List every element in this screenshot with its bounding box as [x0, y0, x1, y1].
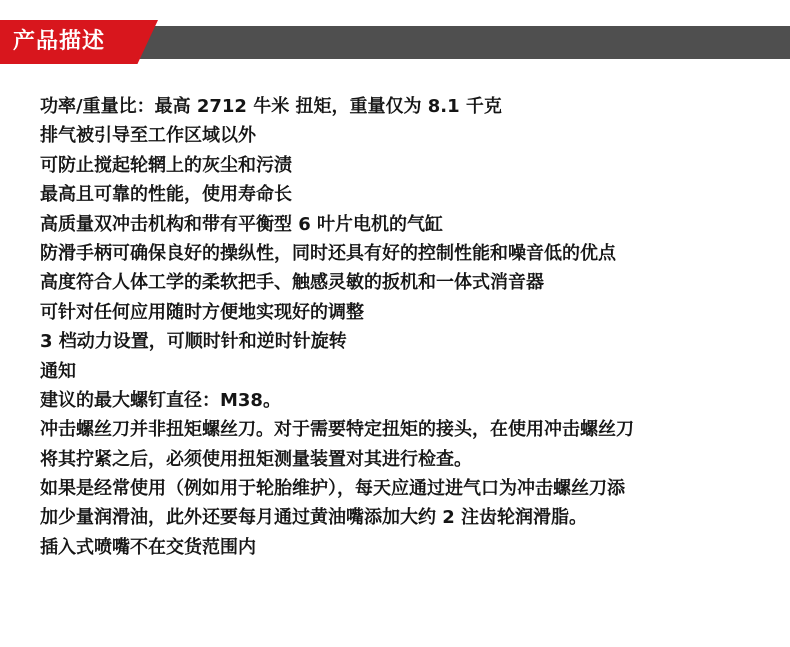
description-line: 将其拧紧之后，必须使用扭矩测量装置对其进行检查。 [40, 448, 472, 470]
description-line: 可针对任何应用随时方便地实现好的调整 [40, 301, 364, 323]
description-line: 3 档动力设置，可顺时针和逆时针旋转 [40, 331, 347, 353]
product-description [40, 92, 780, 562]
description-line: 加少量润滑油，此外还要每月通过黄油嘴添加大约 2 注齿轮润滑脂。 [40, 507, 588, 529]
section-title: 产品描述 [13, 29, 106, 54]
description-line: 可防止搅起轮辋上的灰尘和污渍 [40, 154, 292, 176]
description-line: 通知 [40, 360, 76, 382]
section-header [0, 20, 790, 64]
description-line: 插入式喷嘴不在交货范围内 [40, 536, 256, 558]
description-line: 功率/重量比：最高 2712 牛米 扭矩，重量仅为 8.1 千克 [40, 96, 502, 117]
description-line: 最高且可靠的性能，使用寿命长 [40, 184, 292, 206]
description-line: 高质量双冲击机构和带有平衡型 6 叶片电机的气缸 [40, 213, 444, 235]
description-line: 高度符合人体工学的柔软把手、触感灵敏的扳机和一体式消音器 [40, 272, 544, 294]
description-line: 如果是经常使用（例如用于轮胎维护），每天应通过进气口为冲击螺丝刀添 [40, 478, 625, 500]
description-line: 排气被引导至工作区域以外 [40, 125, 256, 147]
description-line: 防滑手柄可确保良好的操纵性，同时还具有好的控制性能和噪音低的优点 [40, 242, 616, 264]
description-line: 建议的最大螺钉直径：M38。 [40, 389, 281, 411]
description-line: 冲击螺丝刀并非扭矩螺丝刀。对于需要特定扭矩的接头，在使用冲击螺丝刀 [40, 419, 634, 441]
